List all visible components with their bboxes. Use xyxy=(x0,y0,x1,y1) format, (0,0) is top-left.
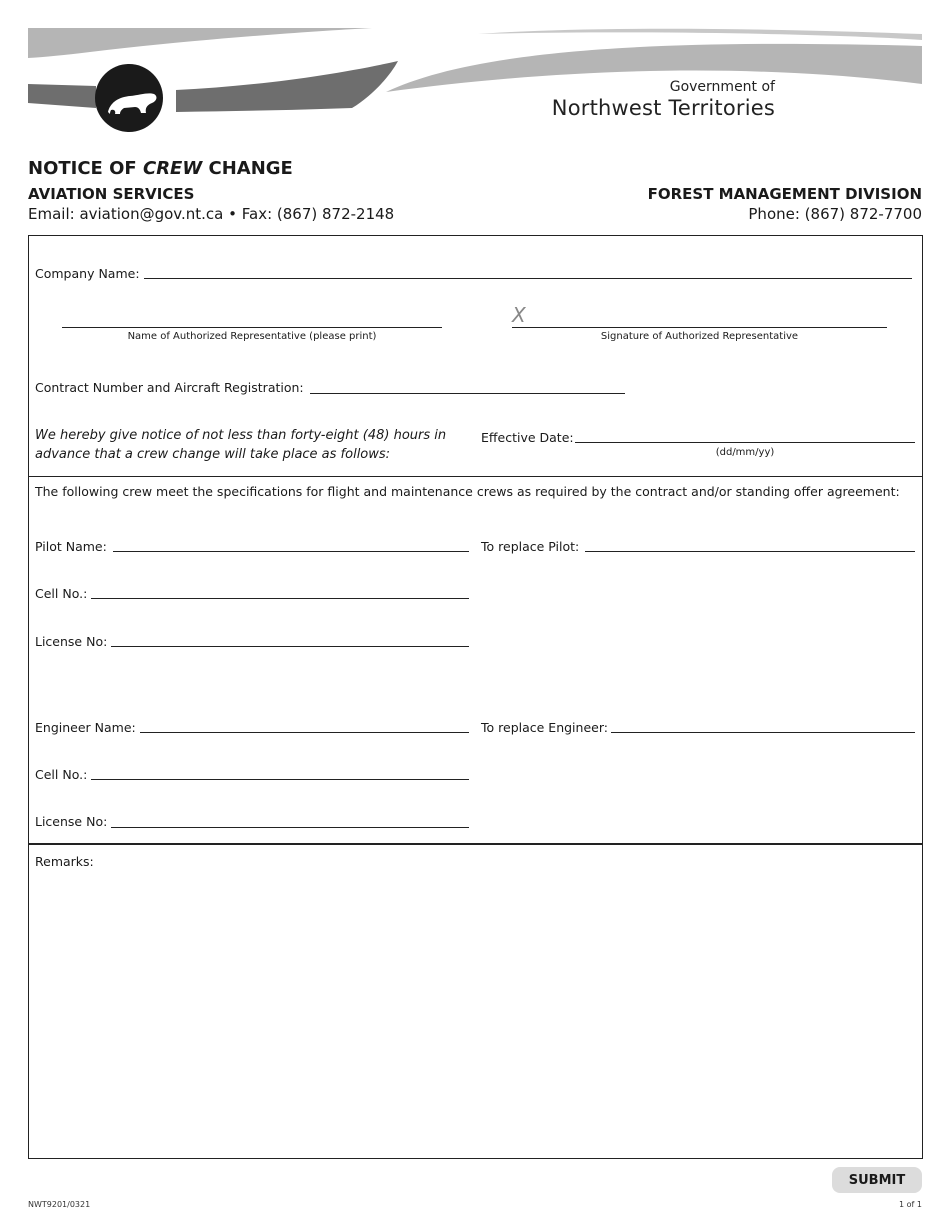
company-name-label: Company Name: xyxy=(35,266,140,281)
aviation-services-heading: AVIATION SERVICES xyxy=(28,185,195,203)
polar-bear-logo-icon xyxy=(95,64,163,132)
swoosh-bottom-mid xyxy=(176,61,398,112)
representative-name-field[interactable] xyxy=(62,327,442,328)
government-of-text: Government of xyxy=(669,79,775,95)
replace-engineer-label: To replace Engineer: xyxy=(481,720,608,735)
form-title-emphasis: CREW xyxy=(142,158,203,179)
effective-date-field[interactable] xyxy=(575,442,915,443)
pilot-cell-label: Cell No.: xyxy=(35,586,88,601)
remarks-label: Remarks: xyxy=(35,854,94,869)
form-title-prefix: NOTICE OF xyxy=(28,158,143,179)
contract-registration-field[interactable] xyxy=(310,393,625,394)
engineer-cell-label: Cell No.: xyxy=(35,767,88,782)
submit-button[interactable]: SUBMIT xyxy=(832,1167,922,1193)
swoosh-top-left xyxy=(28,28,372,58)
territory-name: Northwest Territories xyxy=(551,96,775,120)
engineer-name-label: Engineer Name: xyxy=(35,720,136,735)
engineer-name-field[interactable] xyxy=(140,732,469,733)
engineer-license-label: License No: xyxy=(35,814,108,829)
pilot-cell-field[interactable] xyxy=(91,598,469,599)
form-title xyxy=(28,158,293,179)
pilot-license-field[interactable] xyxy=(111,646,469,647)
page-number: 1 of 1 xyxy=(899,1200,922,1209)
pilot-license-label: License No: xyxy=(35,634,108,649)
swoosh-bottom-left xyxy=(28,84,96,108)
swoosh-right-top xyxy=(478,29,922,40)
swoosh-right-big xyxy=(386,44,922,92)
pilot-name-field[interactable] xyxy=(113,551,469,552)
company-name-field[interactable] xyxy=(144,278,912,279)
effective-date-label: Effective Date: xyxy=(481,430,574,445)
crew-section xyxy=(28,476,923,845)
form-code: NWT9201/0321 xyxy=(28,1200,91,1209)
crew-intro-text: The following crew meet the specifications for flight and maintenance crews as required by the contract and/or standing offer agreement: xyxy=(35,484,900,499)
representative-name-caption: Name of Authorized Representative (please print) xyxy=(127,331,377,342)
replace-pilot-label: To replace Pilot: xyxy=(481,539,580,554)
signature-caption: Signature of Authorized Representative xyxy=(600,331,799,342)
replace-pilot-field[interactable] xyxy=(585,551,915,552)
contract-registration-label: Contract Number and Aircraft Registration: xyxy=(35,380,304,395)
notice-line-2: advance that a crew change will take place as follows: xyxy=(35,447,391,462)
aviation-contact-info: Email: aviation@gov.nt.ca • Fax: (867) 872-2148 xyxy=(28,205,395,223)
replace-engineer-field[interactable] xyxy=(611,732,915,733)
pilot-name-label: Pilot Name: xyxy=(35,539,107,554)
notice-line-1: We hereby give notice of not less than forty-eight (48) hours in xyxy=(35,428,447,443)
form-title-suffix: CHANGE xyxy=(202,158,293,179)
signature-field[interactable] xyxy=(512,327,887,328)
header-swoosh-banner xyxy=(0,0,950,140)
signature-x-mark: X xyxy=(512,303,526,327)
engineer-license-field[interactable] xyxy=(111,827,469,828)
engineer-cell-field[interactable] xyxy=(91,779,469,780)
date-format-hint: (dd/mm/yy) xyxy=(715,447,775,458)
forest-management-contact: Phone: (867) 872-7700 xyxy=(748,205,922,223)
forest-management-heading: FOREST MANAGEMENT DIVISION xyxy=(647,185,922,203)
remarks-textarea[interactable] xyxy=(34,874,916,1152)
